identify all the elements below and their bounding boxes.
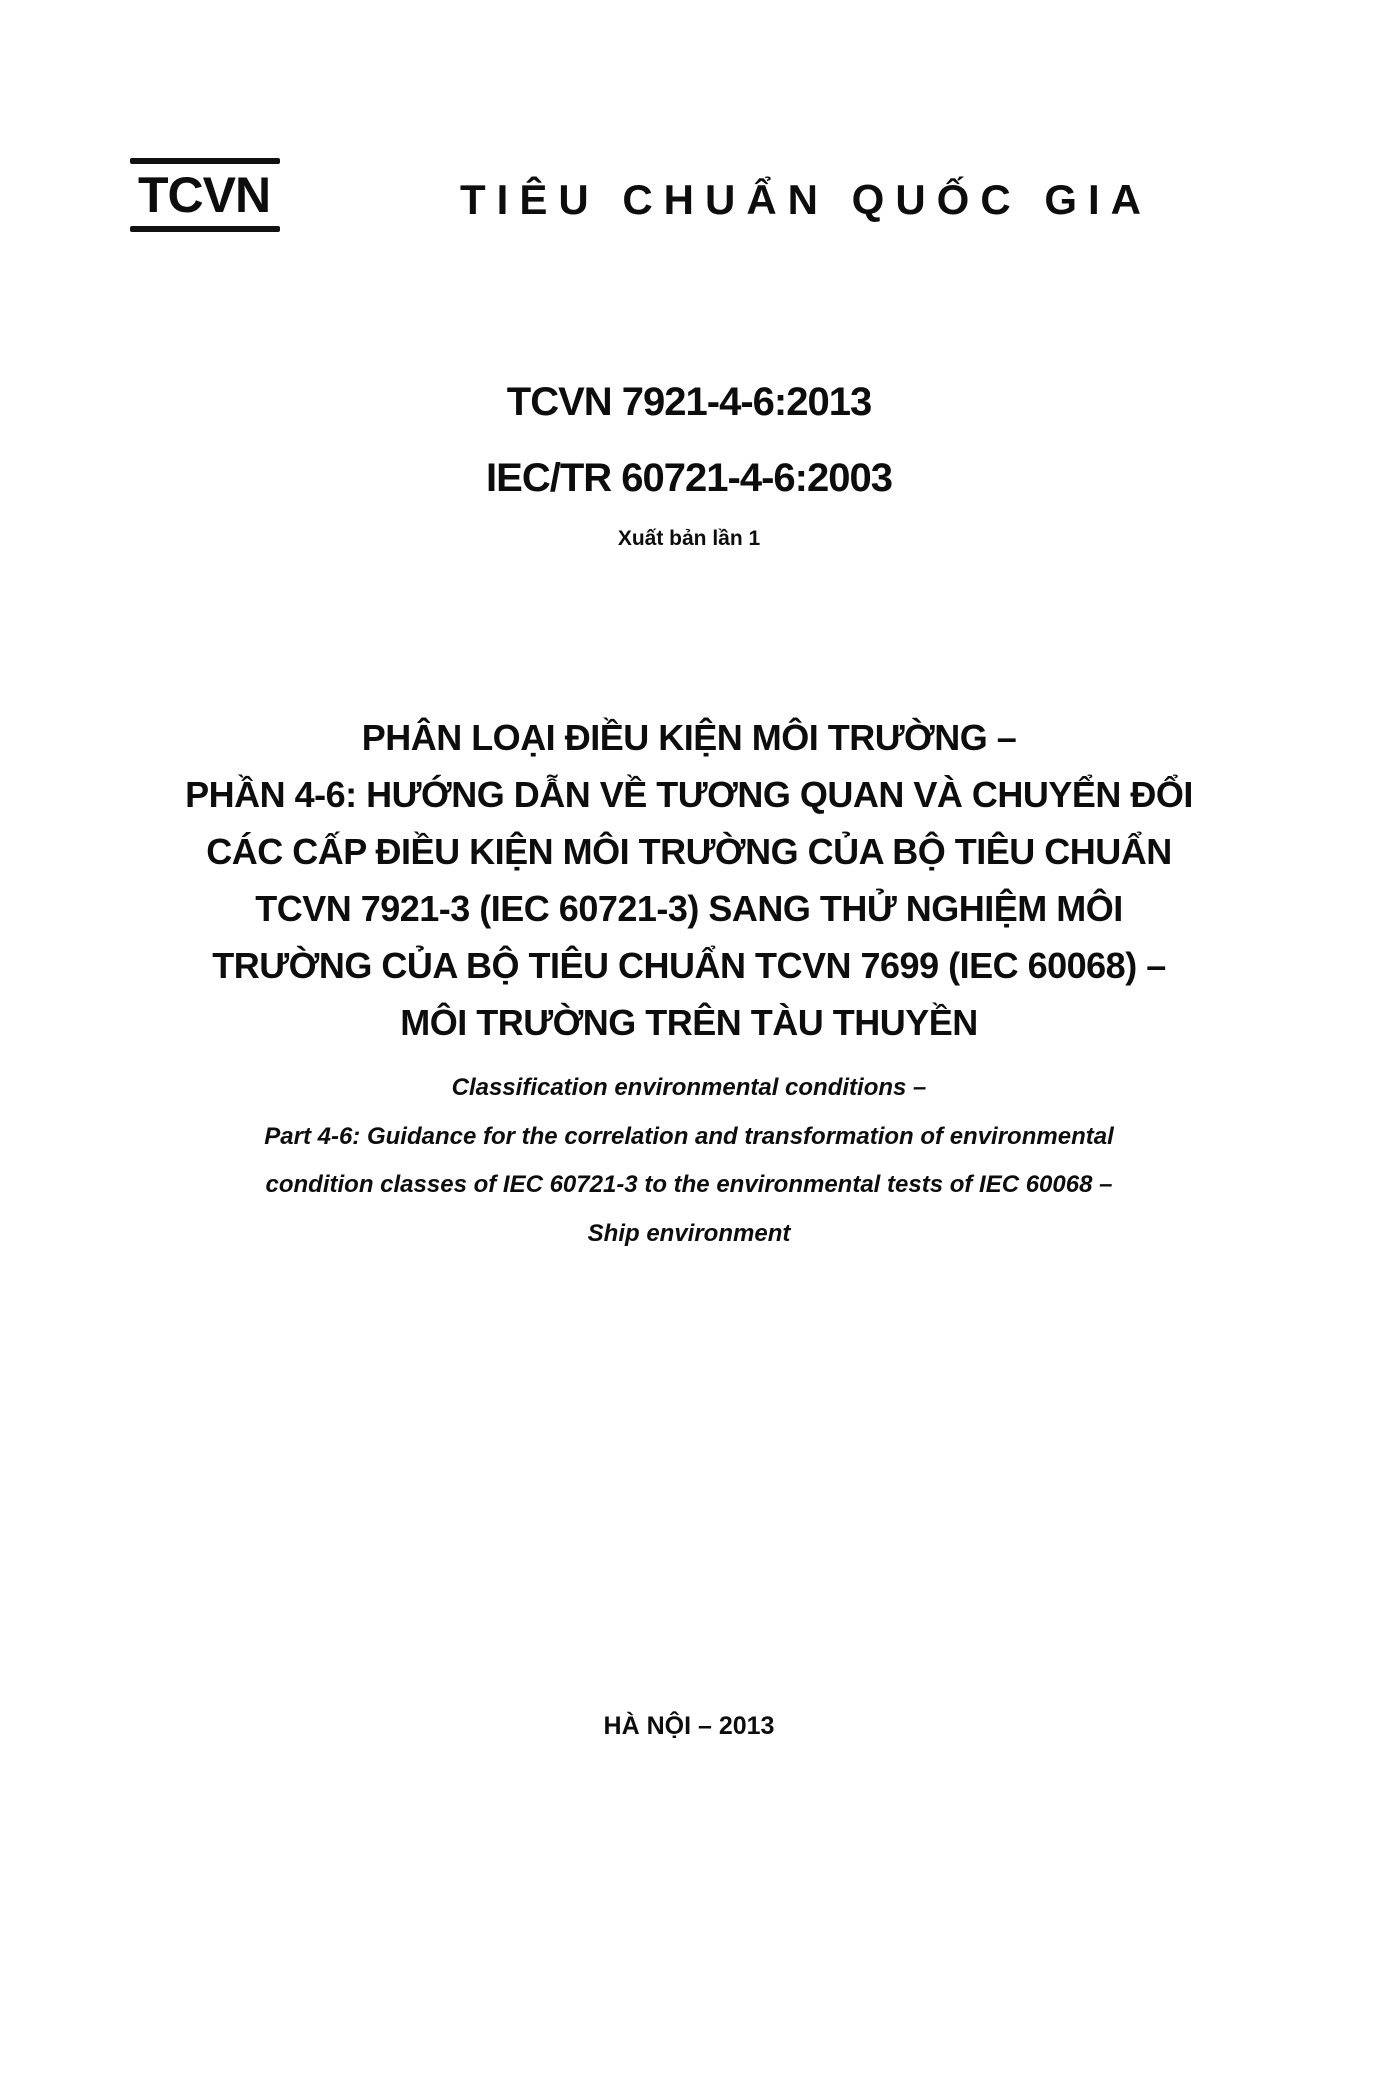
edition-label: Xuất bản lần 1: [617, 527, 761, 550]
tcvn-logo: [128, 158, 280, 230]
logo-text: TCVN: [137, 167, 271, 223]
tcvn-code: TCVN 7921-4-6:2013: [506, 380, 872, 424]
logo-bottom-rule: [130, 226, 280, 232]
subtitle-line: condition classes of IEC 60721-3 to the environmental tests of IEC 60068 –: [265, 1171, 1113, 1198]
title-line: PHẦN 4-6: HƯỚNG DẪN VỀ TƯƠNG QUAN VÀ CHUYỂN ĐỔI: [185, 774, 1193, 815]
iec-code: IEC/TR 60721-4-6:2003: [486, 456, 892, 500]
national-standard-heading: TIÊU CHUẨN QUỐC GIA: [460, 176, 1152, 223]
title-line: PHÂN LOẠI ĐIỀU KIỆN MÔI TRƯỜNG –: [361, 717, 1017, 758]
subtitle-line: Part 4-6: Guidance for the correlation and transformation of environmental: [264, 1123, 1114, 1150]
place-and-year: HÀ NỘI – 2013: [603, 1712, 775, 1740]
subtitle-line: Ship environment: [587, 1220, 791, 1247]
title-line: TRƯỜNG CỦA BỘ TIÊU CHUẨN TCVN 7699 (IEC 60068) –: [212, 945, 1166, 986]
title-line: CÁC CẤP ĐIỀU KIỆN MÔI TRƯỜNG CỦA BỘ TIÊU CHUẨN: [206, 831, 1172, 872]
subtitle-line: Classification environmental conditions –: [451, 1074, 927, 1101]
logo-top-rule: [130, 158, 280, 164]
title-line: MÔI TRƯỜNG TRÊN TÀU THUYỀN: [400, 1002, 978, 1043]
title-line: TCVN 7921-3 (IEC 60721-3) SANG THỬ NGHIỆM MÔI: [255, 888, 1123, 929]
